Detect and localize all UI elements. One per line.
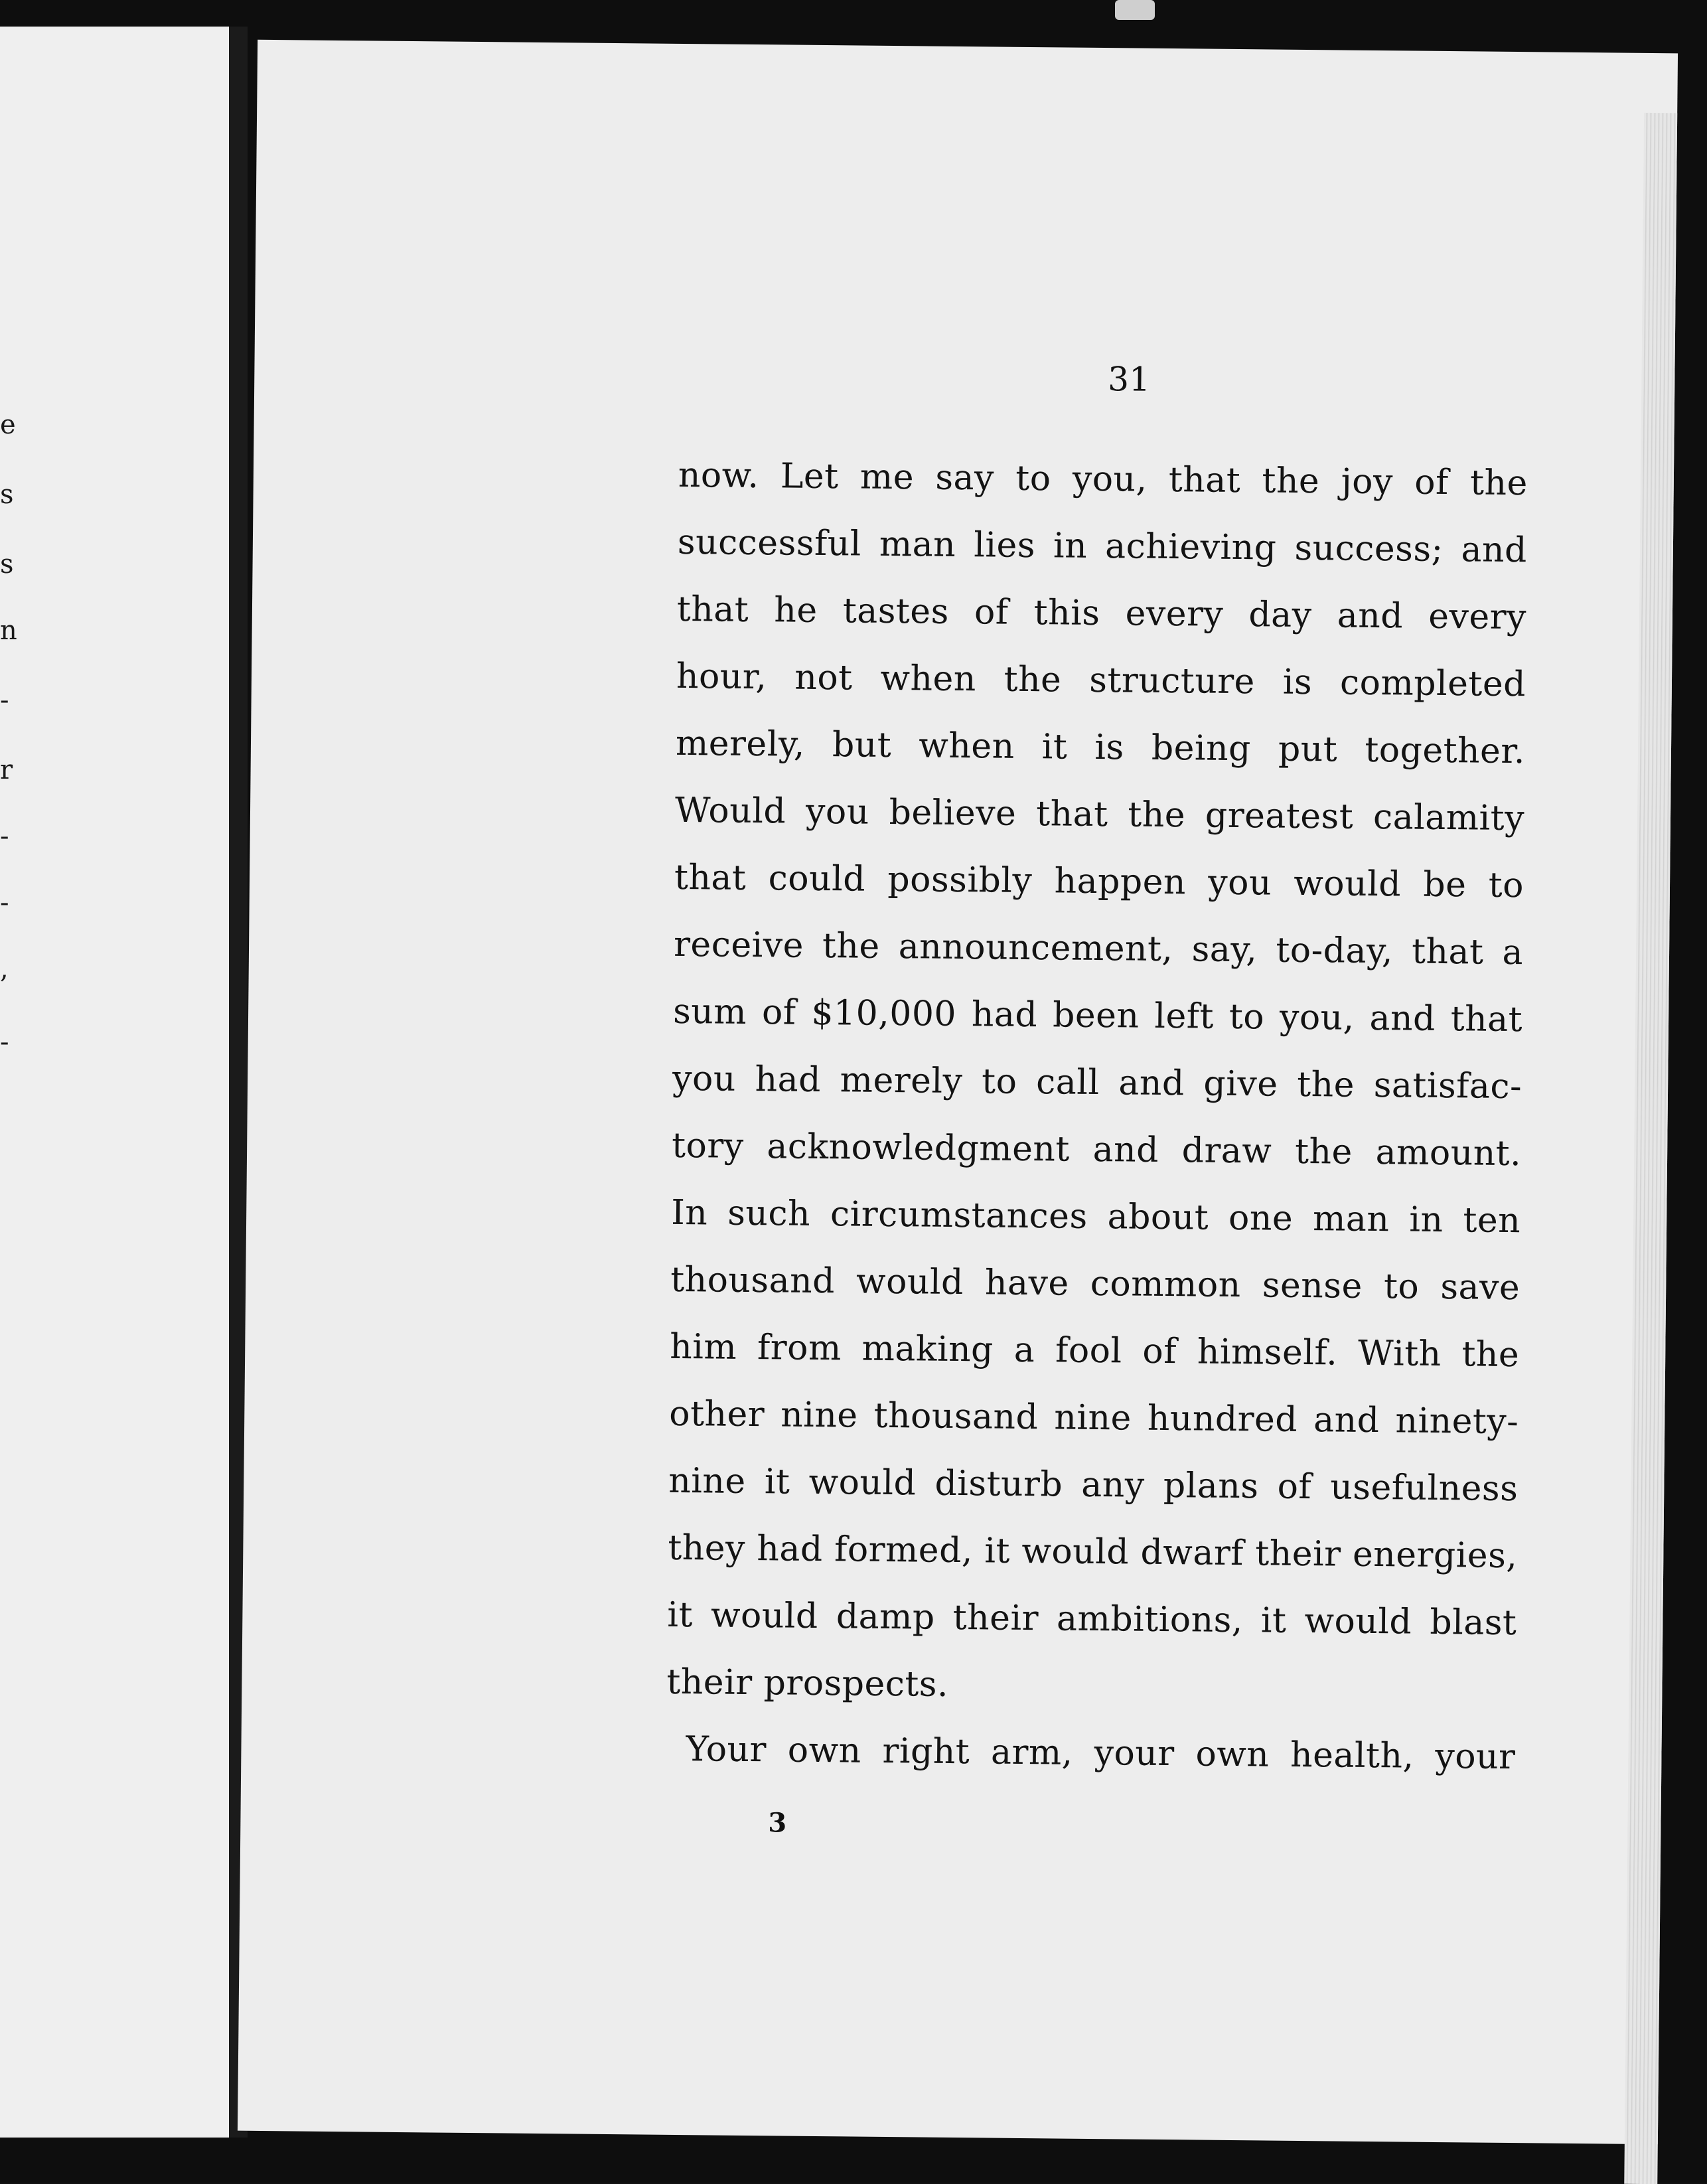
left-margin-char: s — [0, 549, 14, 580]
text-line: now. Let me say to you, that the joy of the — [678, 455, 1528, 504]
text-line: Would you believe that the greatest calamity — [674, 790, 1525, 839]
left-margin-char: r — [0, 755, 13, 785]
text-line: hour, not when the structure is completed — [676, 656, 1526, 705]
text-line: him from making a fool of himself. With the — [670, 1326, 1520, 1375]
text-line: you had merely to call and give the satisfac- — [672, 1058, 1522, 1107]
text-line: thousand would have common sense to save — [670, 1259, 1521, 1308]
left-margin-char: - — [0, 821, 9, 852]
text-line: Your own right arm, your own health, your — [686, 1729, 1516, 1778]
left-margin-char: - — [0, 1027, 9, 1057]
text-line: In such circumstances about one man in ten — [670, 1192, 1521, 1241]
left-page-cut-text — [0, 27, 40, 2138]
right-page — [238, 40, 1678, 2144]
scan-smudge — [1115, 0, 1155, 20]
text-line: that could possibly happen you would be to — [674, 857, 1524, 906]
text-line: other nine thousand nine hundred and ninety- — [669, 1393, 1519, 1443]
text-line: successful man lies in achieving success; and — [677, 522, 1528, 571]
body-text — [666, 442, 1528, 1791]
left-margin-char: - — [0, 685, 9, 716]
left-margin-char: - — [0, 888, 9, 918]
left-page — [0, 27, 229, 2138]
text-line: their prospects. — [666, 1662, 949, 1705]
left-margin-char: , — [0, 954, 9, 984]
text-line: tory acknowledgment and draw the amount. — [671, 1125, 1522, 1174]
text-line: it would damp their ambitions, it would blast — [667, 1595, 1517, 1644]
page-number: 31 — [1108, 360, 1151, 399]
left-margin-char: e — [0, 410, 16, 440]
left-margin-char: n — [0, 615, 17, 646]
text-line: that he tastes of this every day and every — [676, 589, 1527, 638]
text-line: sum of $10,000 had been left to you, and that — [672, 991, 1523, 1040]
left-margin-char: s — [0, 479, 14, 510]
text-line: they had formed, it would dwarf their energies, — [668, 1527, 1518, 1577]
text-line: receive the announcement, say, to-day, that a — [673, 924, 1524, 973]
signature-mark: 3 — [768, 1807, 787, 1839]
text-line: nine it would disturb any plans of usefulness — [668, 1460, 1519, 1510]
text-line: merely, but when it is being put together. — [675, 723, 1526, 772]
